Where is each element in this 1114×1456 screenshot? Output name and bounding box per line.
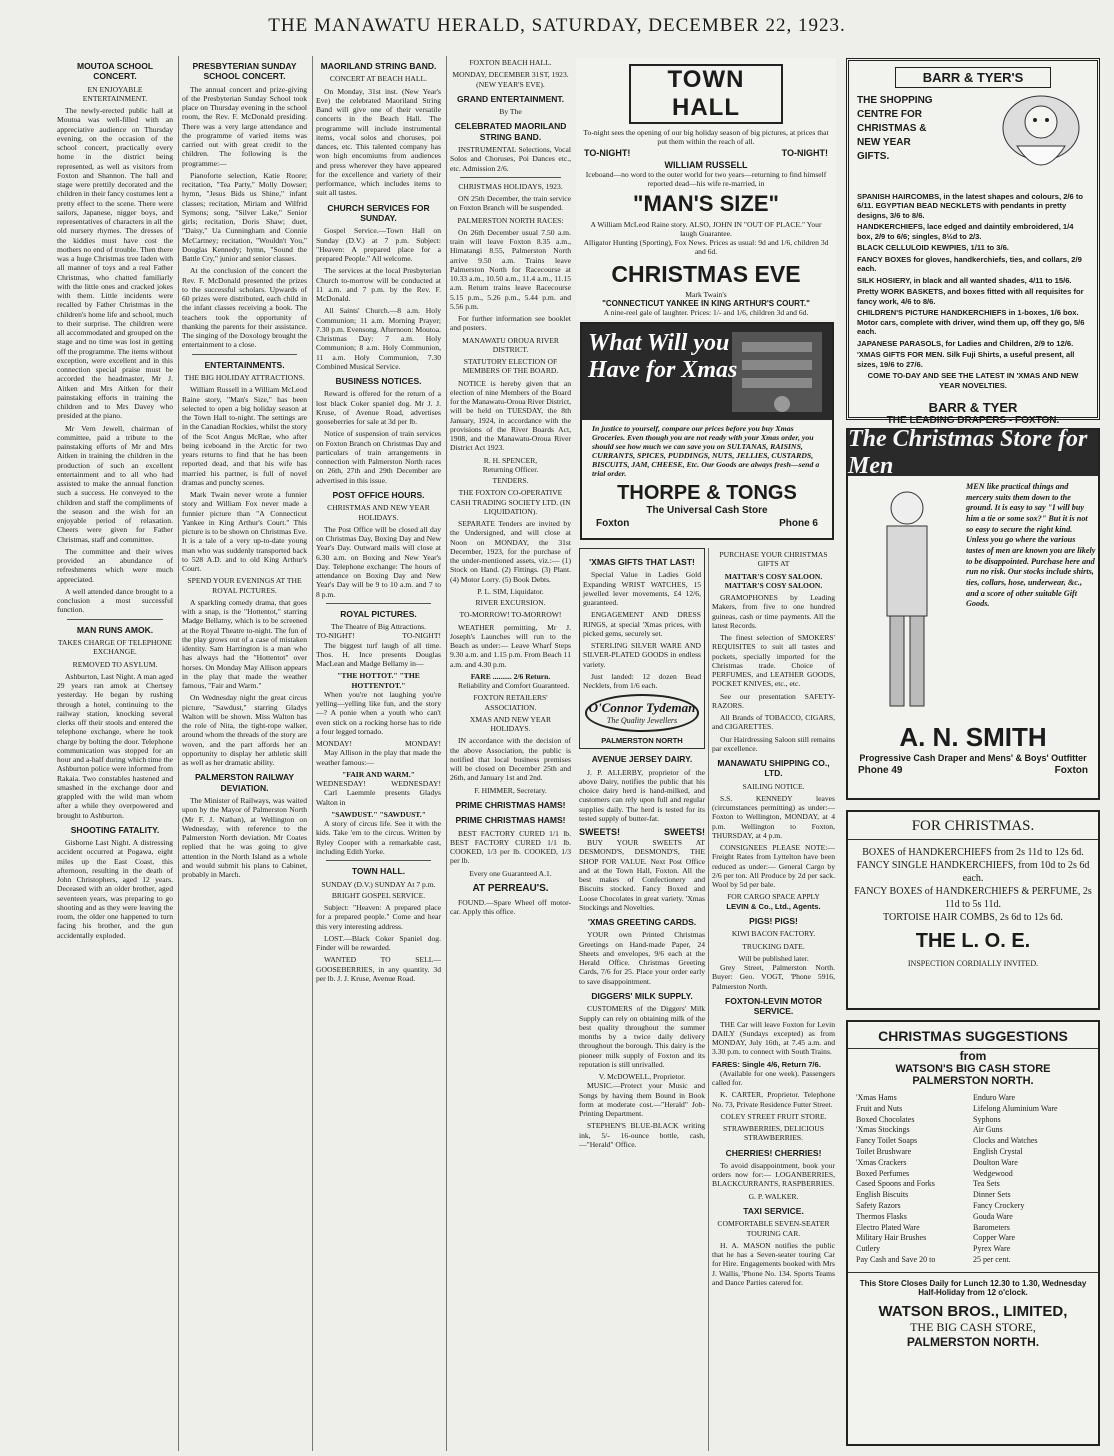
watson-item: Wedgewood [973, 1168, 1013, 1178]
business-para-2: Notice of suspension of train services on Foxton Branch on Christmas Day and particulars of train arrangements in connection with Palmerston North races on 26th, 27th and 29th December are advertised in this issue. [316, 429, 441, 485]
barr-item: COME TO-DAY AND SEE THE LATEST IN 'XMAS AND NEW YEAR NOVELTIES. [867, 371, 1079, 390]
post-office-heading: POST OFFICE HOURS. [332, 489, 425, 500]
diggers-para: CUSTOMERS of the Diggers' Milk Supply can rely on obtaining milk of the best quality throughout the summer months by a twice daily delivery throughout the borough. This dairy is the pioneer milk supply of Foxton and its reputation is still unrivalled. [579, 1004, 705, 1069]
tenders-heading: TENDERS. [492, 476, 529, 486]
retailers-heading: FOXTON RETAILERS' ASSOCIATION. [473, 693, 548, 712]
post-office-subheading: CHRISTMAS AND NEW YEAR HOLIDAYS. [327, 503, 430, 522]
loe-heading: FOR CHRISTMAS. [848, 818, 1098, 840]
thorpe-town: Foxton [596, 518, 630, 529]
watson-item: Enduro Ware [973, 1093, 1016, 1102]
xmas-holidays-para: ON 25th December, the train service on Foxton Branch will be suspended. [450, 194, 571, 213]
watson-item: English Biscuits [856, 1190, 909, 1200]
thorpe-phone: Phone 6 [779, 518, 818, 529]
amok-subheading: TAKES CHARGE OF TELEPHONE EXCHANGE. [57, 638, 173, 657]
trucking-note: Will be published later. [738, 953, 809, 963]
beach-hall-para: INSTRUMENTAL Selections, Vocal Solos and Choruses, Poi Dances etc., etc. Admission 2/6. [450, 145, 571, 173]
watson-item: Fancy Toilet Soaps [856, 1136, 918, 1146]
excursion-heading: RIVER EXCURSION. [475, 598, 546, 608]
xmas-holidays-heading: CHRISTMAS HOLIDAYS, 1923. [458, 181, 563, 191]
watson-ad [846, 1020, 1100, 1446]
gospel-subheading: BRIGHT GOSPEL SERVICE. [331, 890, 426, 900]
town-hall-heading: TOWN HALL. [351, 866, 406, 877]
watson-list-left [856, 1093, 973, 1266]
excursion-para: WEATHER permitting, Mr J. Joseph's Launches will run to the Beach as under:— Leave Wharf Steps 9.30 a.m. and 1.15 p.m. From Beach 11 a.m. and 4.30 p.m. [450, 622, 571, 669]
moutoa-subheading: EN ENJOYABLE ENTERTAINMENT. [82, 84, 148, 103]
fair-warm-title: "FAIR AND WARM." [342, 769, 415, 779]
amok-subheading-2: REMOVED TO ASYLUM. [72, 659, 158, 669]
divider [460, 177, 561, 178]
wanted-notice: WANTED TO SELL—GOOSEBERRIES, in any quantity. 3d per lb. J. J. Kruse, Avenue Road. [316, 955, 441, 983]
gifts-line: GIFTS. [857, 151, 890, 162]
sim-signature: P. L. SIM, Liquidator. [477, 586, 544, 596]
loe-line-2: FANCY SINGLE HANDKERCHIEFS, from 10d to 2s 6d each. [856, 860, 1090, 884]
mattar-para-2: The finest selection of SMOKERS' REQUISITES to suit all tastes and pockets, specially imported for the Christmas trade. Choice of PERFUMES, and LEATHER GOODS, POCKET KNIVES, etc., etc. [712, 633, 835, 689]
loe-line-3: FANCY BOXES of HANDKERCHIEFS & PERFUME, 2s 11d to 5s 11d. [854, 886, 1092, 910]
business-para-1: Reward is offered for the return of a lost black Coker spaniel dog. Mr J. J. Kruse, of Avenue Road, advertises gooseberries for sale at 3d per lb. [316, 389, 441, 427]
tonight-label: TO-NIGHT! [316, 631, 355, 641]
wednesday-label: WEDNESDAY! [391, 779, 441, 789]
thorpe-tongs-ad [580, 322, 834, 540]
watson-item: Doulton Ware [973, 1157, 1018, 1167]
smith-subtitle: Progressive Cash Draper and Mens' & Boys' Outfitter [859, 753, 1087, 763]
tonight-label: TO-NIGHT! [584, 148, 631, 158]
church-para-1: Gospel Service.—Town Hall on Sunday (D.V.) at 7 p.m. Subject: "Heaven: A prepared place for a prepared People." All welcome. [316, 226, 441, 264]
perreau-label: AT PERREAU'S. [472, 882, 549, 894]
excursion-reliability: Reliability and Comfort Guaranteed. [458, 681, 570, 691]
smith-body: MEN like practical things and mercery suits them down to the ground. It is easy to say "I will buy him a tie or some sox?" But it is not so easy to secure the right kind. Unless you go where the various tastes of men are known you are likely to be disappointed. Purchase here and run no risk. Our stocks include shirts, ties, collars, hose, underwear, &c., and a score of other suitable Gift Goods. [966, 482, 1096, 609]
entertainments-heading: ENTERTAINMENTS. [204, 359, 285, 370]
watson-item: English Crystal [973, 1146, 1023, 1156]
hams-heading: PRIME CHRISTMAS HAMS! [455, 799, 566, 810]
town-hall-desc-4: A nine-reel gale of laughter. Prices: 1/- and 1/6, children 3d and 6d. [603, 308, 809, 317]
watson-name: WATSON BROS., LIMITED, [878, 1302, 1068, 1320]
christmas-eve-title: CHRISTMAS EVE [611, 261, 801, 287]
royal-pictures-para-3: May Allison in the play that made the weather famous:— [316, 748, 441, 767]
strawberries-heading: STRAWBERRIES, DELICIOUS STRAWBERRIES. [722, 1124, 825, 1143]
shipping-para-1: S.S. KENNEDY leaves (circumstances permitting) as under:— Foxton to Wellington, MONDAY, at 4 p.m. Wellington to Foxton, THURSDAY, at 4 p.m. [712, 793, 835, 840]
smith-ad [846, 428, 1100, 800]
shopping-line: THE SHOPPING [857, 95, 933, 106]
kiwi-bacon: KIWI BACON FACTORY. [731, 929, 816, 939]
string-band-heading: CELEBRATED MAORILAND STRING BAND. [454, 121, 567, 142]
watson-item: Fancy Crockery [973, 1200, 1025, 1210]
coley-para: To avoid disappointment, book your orders now for:— LOGANBERRIES, BLACKCURRANTS, RASPBERRIES. [712, 1160, 835, 1189]
watson-item: Gouda Ware [973, 1211, 1013, 1221]
town-hall-title: TOWN HALL [629, 64, 783, 124]
xmas-gifts-para-3: STERLING SILVER WARE AND SILVER-PLATED GOODS in endless variety. [583, 641, 701, 669]
barr-item: SPANISH HAIRCOMBS, in the latest shapes and colours, 2/6 to 6/11. EGYPTIAN BEAD NECKLETS with pendants in pretty designs, 3/6 to 8/6. [857, 192, 1084, 220]
royal-pictures-subheading: The Theatre of Big Attractions. [331, 622, 426, 632]
smith-name: A. N. SMITH [899, 722, 1047, 752]
sweets-label: SWEETS! [663, 827, 705, 838]
santa-claus-icon [991, 88, 1091, 184]
shipping-heading: MANAWATU SHIPPING CO., LTD. [717, 758, 830, 779]
thorpe-body: In justice to yourself, compare our prices before you buy Xmas Groceries. Even though you are not ready with your Xmas order, you should see how much we can save you on SULTANAS, RAISINS, CURRANTS, SPICES, PUDDINGS, NUTS, JELLIES, CUSTARDS, BISCUITS, JAM, CHEESE, Etc. Our Goods are always fresh—send a trial order. [592, 424, 820, 478]
monday-label: MONDAY! [404, 739, 441, 749]
barr-item: JAPANESE PARASOLS, for Ladies and Children, 2/9 to 12/6. [857, 338, 1074, 348]
gentleman-illustration-icon [852, 480, 962, 720]
tonight-label: TO-NIGHT! [781, 148, 828, 158]
watson-item: Copper Ware [973, 1233, 1016, 1243]
moutoa-heading: MOUTOA SCHOOL CONCERT. [76, 61, 154, 82]
greetings-heading: 'XMAS GREETING CARDS. [587, 917, 697, 928]
by-the-label: By The [499, 107, 522, 117]
loe-name: THE L. O. E. [915, 930, 1031, 952]
barr-tyer-header [849, 94, 1097, 190]
barr-item: HANDKERCHIEFS, lace edged and daintily embroidered, 1/4 box, 2/9 to 6/6; singles, 8½d to 2/3. [857, 222, 1074, 241]
thorpe-headline: What Will you Have for Xmas [588, 330, 738, 383]
mattar-para-4: All Brands of TOBACCO, CIGARS, and CIGARETTES. [712, 713, 835, 732]
presbyterian-heading: PRESBYTERIAN SUNDAY SCHOOL CONCERT. [192, 61, 297, 82]
retailers-subheading: XMAS AND NEW YEAR HOLIDAYS. [469, 714, 552, 734]
music-notice: MUSIC.—Protect your Music and Songs by having them Bound in Book form at moderate cost.—"Herald" Job-Printing Department. [579, 1081, 705, 1119]
diggers-heading: DIGGERS' MILK SUPPLY. [591, 990, 693, 1001]
star-name: WILLIAM RUSSELL [664, 160, 748, 170]
shooting-heading: SHOOTING FATALITY. [70, 824, 160, 835]
royal-para-1: A sparkling comedy drama, that goes with a snap, is the "Hottentot," starring Madge Bellamy, which is to be screened at the Royal Theatre to-night. The fun of the play grows out of a case of mistaken identity. Sam Harrington is a man who has always had the "Hottentot" over horses. On Monday May Allison appears in the play that made the weather famous, "Fair and Warm." [182, 597, 307, 691]
walker-signature: G. P. WALKER. [748, 1191, 799, 1201]
xmas-gifts-box [579, 548, 705, 749]
maoriland-subheading: CONCERT AT BEACH HALL. [329, 74, 428, 84]
watson-heading: CHRISTMAS SUGGESTIONS [848, 1028, 1098, 1049]
watson-item: Pay Cash and Save 20 to [856, 1254, 936, 1264]
gospel-para: Subject: "Heaven: A prepared place for a prepared people." Come and hear this very interesting address. [316, 903, 441, 931]
moutoa-para-3: The committee and their wives provided an abundance of refreshments which were much appreciated. [57, 546, 173, 584]
loe-line-1: BOXES of HANDKERCHIEFS from 2s 11d to 12s 6d. [862, 847, 1084, 858]
motor-service-heading: FOXTON-LEVIN MOTOR SERVICE. [725, 995, 822, 1017]
watson-item: 'Xmas Crackers [856, 1157, 907, 1167]
divider [326, 860, 431, 861]
watson-item: Thermos Flasks [856, 1211, 907, 1221]
royal-pictures-para-5: A story of circus life. See it with the kids. Take 'em to the circus. Written by Ryley Cooper with a remarkable cast, including Edith Yorke. [316, 819, 441, 856]
amok-para: Ashburton, Last Night. A man aged 29 years ran amok at Chertsey yesterday. He began by rushing through a hotel, continuing to the railway station, knocking several clerks off their stools and entered the telephone exchange, where he took charge by bolting the door. Telephone communication was stopped for an hour and a-half during which time the Ashburton police were informed from Rakaia. Two constables hastened and smashed in the exchange door and grappled with the wild man whom after a while they overpowered and brought to Ashburton. [57, 671, 173, 820]
maoriland-para: On Monday, 31st inst. (New Year's Eve) the celebrated Maoriland String Band will give one of their versatile concerts in the Beach Hall. The programme will include instrumental items, vocal solos and choruses, poi dances, etc. This talented company has won high encomiums from audiences and press wherever they have appeared for the excellence and variety of their performance, which includes items to suit all tastes. [316, 86, 441, 198]
motor-service-para: THE Car will leave Foxton for Levin DAILY (Sundays excepted) as from MONDAY, July 16th, at 7.45 a.m. and 3.30 p.m. to connect with South Trains. [712, 1019, 835, 1057]
motor-service-note: (Available for one week). Passengers called for. [712, 1068, 835, 1088]
greetings-para: YOUR own Printed Christmas Greetings on Hand-made Paper, 24 Sheets and envelopes, 9/6 each at the Herald Office. Christmas Greeting Cards, 7/6 for 25. Place your order early to save disappointment. [579, 930, 705, 986]
royal-subheading: SPEND YOUR EVENINGS AT THE ROYAL PICTURES. [187, 576, 302, 595]
hams-heading-2: PRIME CHRISTMAS HAMS! [455, 815, 566, 826]
sunday-label: SUNDAY (D.V.) SUNDAY At 7 p.m. [321, 879, 436, 889]
himmer-signature: F. HIMMER, Secretary. [474, 785, 547, 795]
smith-town: Foxton [1054, 765, 1088, 776]
barr-item: SILK HOSIERY, in black and all wanted shades, 4/11 to 15/6. [857, 275, 1072, 285]
business-heading: BUSINESS NOTICES. [335, 376, 422, 387]
pigs-heading: PIGS! PIGS! [749, 915, 798, 926]
film-title: "MAN'S SIZE" [633, 191, 779, 216]
taxi-heading: TAXI SERVICE. [743, 1205, 804, 1216]
touring-car-heading: COMFORTABLE SEVEN-SEATER TOURING CAR. [717, 1219, 830, 1238]
watson-town: PALMERSTON NORTH. [912, 1075, 1034, 1087]
watson-list-right [973, 1093, 1090, 1266]
divider [192, 354, 297, 355]
post-office-para: The Post Office will be closed all day on Christmas Day, Boxing Day and New Year's Day. Outward mails will close at 6.30 a.m. on Boxing and New Year's Day. Telephone exchange: The hours of attendance on Boxing Day and New Year's Day will be 9 to 10 a.m. and 7 to 8 p.m. [316, 524, 441, 599]
diggers-signature: V. McDOWELL, Proprietor. [598, 1072, 686, 1082]
royal-pictures-para-4: Carl Laemmle presents Gladys Walton in [316, 788, 441, 807]
watson-item: Boxed Chocolates [856, 1114, 915, 1124]
tenders-para: SEPARATE Tenders are invited by the Undersigned, and will close at Noon on MONDAY, the 31st December, 1923, for the purchase of the under-mentioned assets, viz.:— (1) Stock on Hand. (2) Fittings. (3) Plant. (4) Motor Lorry. (5) Book Debts. [450, 519, 571, 584]
tydeman-logo [585, 694, 699, 732]
watson-from: from [959, 1049, 987, 1063]
avenue-para: J. P. ALLERBY, proprietor of the above Dairy, notifies the public that his choice dairy herd is hand-milked, and customers can rely upon full and regular supplies daily. The herd is tested for its tested supply of butter-fat. [579, 767, 705, 823]
new-year-line: NEW YEAR [857, 137, 911, 148]
river-district-subheading: STATUTORY ELECTION OF MEMBERS OF THE BOARD. [462, 357, 559, 376]
thorpe-name: THORPE & TONGS [617, 482, 797, 504]
tydeman-subtitle: The Quality Jewellers [606, 716, 678, 726]
races-info: For further information see booklet and posters. [450, 314, 571, 333]
town-hall-desc-3: Alligator Hunting (Sporting), Fox News. Prices as usual: 9d and 1/6, children 3d and 6d. [583, 238, 829, 256]
watson-name-3: PALMERSTON NORTH. [906, 1334, 1040, 1349]
watson-item: 'Xmas Hams [856, 1093, 897, 1102]
levin-agents: LEVIN & Co., Ltd., Agents. [726, 901, 821, 911]
retailers-para: IN accordance with the decision of the above Association, the public is notified that local business premises will be closed on December 25th and 26th, and January 1st and 2nd. [450, 736, 571, 783]
presbyterian-para-1: The annual concert and prize-giving of the Presbyterian Sunday School took place on Thursday evening in the school room, the Rev. F. McDonald presiding. There was a very large attendance and the programme of varied items was carried out with great credit to the children. The following is the programme:— [182, 84, 307, 168]
royal-pictures-heading: ROYAL PICTURES. [340, 608, 417, 619]
watson-item: 25 per cent. [973, 1254, 1011, 1264]
fare-line: FARE .......... 2/6 Return. [470, 671, 551, 681]
watson-item: Clocks and Watches [973, 1136, 1038, 1146]
cargo-label: FOR CARGO SPACE APPLY [727, 892, 820, 902]
hams-guarantee: Every one Guaranteed A.1. [469, 868, 552, 878]
railway-para: The Minister of Railways, was waited upon by the Mayor of Palmerston North (Mr F. J. Nathan), at Wellington on Wednesday, with reference to the Palmerston North deviation. Mr Coates replied that he was going to give attention in the North Island as a whole and would submit his plans to Cabinet, probably in March. [182, 796, 307, 880]
maoriland-heading: MAORILAND STRING BAND. [320, 61, 437, 71]
wednesday-label: WEDNESDAY! [316, 779, 366, 789]
watson-item: Lifelong Aluminium Ware [973, 1103, 1058, 1113]
fares-line: FARES: Single 4/6, Return 7/6. [712, 1059, 821, 1069]
watson-item: Dinner Sets [973, 1190, 1011, 1200]
mattar-para-5: Our Hairdressing Saloon still remains par excellence. [712, 734, 835, 753]
town-hall-desc-2: A William McLeod Raine story. ALSO, JOHN IN "OUT OF PLACE." Your laugh Guarantee. [590, 220, 822, 238]
trucking-date: TRUCKING DATE. [742, 941, 805, 951]
excursion-subheading: TO-MORROW! TO-MORROW! [459, 610, 562, 620]
races-para: On 26th December usual 7.50 a.m. train will leave Foxton 8.35 a.m., Himatangi 8.55, Palmerston North arrive 9.50 a.m. Trains leave Palmerston North for Racecourse at 10.33 a.m., 10.50 a.m., 11.4 a.m., 11.15 a.m. Return trains leave Racecourse 5.15 p.m., 5.26 p.m., 5.44 p.m. and 5.56 p.m. [450, 227, 571, 311]
river-district-para: NOTICE is hereby given that an election of nine Members of the Board for the Manawatu-Oroua River District, will be held on TUESDAY, the 8th January, 1924, in accordance with the provisions of the River Boards Act, 1908, and the Manawatu-Oroua River District Act 1923. [450, 378, 571, 453]
grand-entertainment-heading: GRAND ENTERTAINMENT. [456, 93, 565, 104]
column-5a [576, 548, 708, 1451]
watson-name-2: THE BIG CASH STORE, [910, 1319, 1036, 1334]
loe-line-4: TORTOISE HAIR COMBS, 2s 6d to 12s 6d. [883, 912, 1063, 923]
thorpe-subtitle: The Universal Cash Store [646, 505, 768, 516]
barr-tyer-title: BARR & TYER'S [895, 67, 1051, 88]
entertainments-para-1: William Russell in a William McLeod Raine story, "Man's Size," has been selected to open a big holiday season at the Town Hall to-night. The settings are in the Canadian Rockies, whilst the story of the Scot Angus McRae, who after being iceboand in the Arctic for two years returns to find that he has been reported dead, and that his wife has married his partner, is full of novel dramas and punchy scenes. [182, 385, 307, 487]
sweets-para: BUY YOUR SWEETS AT DESMOND'S, DESMOND'S, THE SHOP FOR VALUE. Next Post Office and at the Town Hall, Foxton. All the best makes of Confectionery and Biscuits stocked. Fancy Boxed and Loose Chocolates in great variety. 'Xmas Stockings and Novelties. [579, 838, 705, 912]
barr-tyer-footer: BARR & TYER [928, 400, 1018, 416]
xmas-gifts-heading: 'XMAS GIFTS THAT LAST! [589, 557, 695, 567]
spencer-role: Returning Officer. [482, 464, 539, 474]
barr-tyer-ad [846, 58, 1100, 427]
column-2 [178, 56, 310, 1451]
hottentot-title: "THE HOTTOT." "THE HOTTENTOT." [337, 671, 420, 690]
barr-tyer-tagline: THE LEADING DRAPERS - FOXTON. [886, 415, 1060, 427]
smith-phone: Phone 49 [858, 765, 903, 776]
royal-pictures-para-2: When you're not laughing you're yelling—yelling like fun, and the story—? A ponie when a youth who can't even stick on a rocking horse has to ride a four legged tornado. [316, 689, 441, 736]
ink-notice: STEPHEN'S BLUE-BLACK writing ink, 5/- 16-ounce bottle, cash, —"Herald" Office. [579, 1121, 705, 1149]
barr-item: 'XMAS GIFTS FOR MEN. Silk Fuji Shirts, a useful present, all sizes, 19/6 to 27/6. [857, 350, 1075, 369]
shipping-para-2: CONSIGNEES PLEASE NOTE:— Freight Rates from Lyttelton have been reduced as under:— General Cargo by 2/6 per ton. All Produce by 2d per sack. Wool by 5d per bale. [712, 843, 835, 890]
christmas-line: CHRISTMAS & [857, 123, 927, 134]
watson-item: Boxed Perfumes [856, 1168, 910, 1178]
watson-store: WATSON'S BIG CASH STORE [895, 1063, 1051, 1075]
watson-item: Syphons [973, 1114, 1001, 1124]
watson-item: Cased Spoons and Forks [856, 1179, 935, 1189]
church-para-2: The services at the local Presbyterian Church to-morrow will be conducted at 11 a.m. and 7 p.m. by the Rev. F. McDonald. [316, 266, 441, 304]
river-district-heading: MANAWATU OROUA RIVER DISTRICT. [462, 335, 559, 354]
church-heading: CHURCH SERVICES FOR SUNDAY. [327, 202, 430, 223]
centre-line: CENTRE FOR [857, 109, 922, 120]
railway-heading: PALMERSTON RAILWAY DEVIATION. [194, 772, 295, 793]
hams-para: BEST FACTORY CURED 1/1 lb. BEST FACTORY CURED 1/1 lb. COOKED, 1/3 per lb. COOKED, 1/3 per lb. [450, 828, 571, 866]
moutoa-para-2: Mr Vern Jewell, chairman of committee, paid a tribute to the painstaking efforts of Mr and Mrs Aitken in training the children in the production of such an excellent entertainment and to all who had assisted to make the annual function such a success. He conveyed to the children and staff the compliments of the season and the wish for an enjoyable period of relaxation. Cheers were given for Father Christmas, staff and committee. [57, 423, 173, 544]
masthead: THE MANAWATU HERALD, SATURDAY, DECEMBER 22, 1923. [268, 15, 846, 36]
barr-item: BLACK CELLULOID KEWPIES, 1/11 to 3/6. [857, 243, 1009, 253]
monday-label: MONDAY! [316, 739, 353, 749]
sawdust-title: "SAWDUST." "SAWDUST." [331, 809, 426, 819]
presbyterian-para-3: At the conclusion of the concert the Rev. F. McDonald presented the prizes to the successful scholars. Upwards of 60 prizes were distributed, each child in the infant classes receiving a book. The teachers took the opportunity of thanking the parents for their assistance. The singing of the Doxology brought the entertainment to a close. [182, 266, 307, 350]
mattar-heading: PURCHASE YOUR CHRISTMAS GIFTS AT [719, 550, 828, 569]
xmas-gifts-para-2: ENGAGEMENT AND DRESS RINGS, at special 'Xmas prices, with picked gems, securely set. [583, 610, 701, 638]
spencer-signature: R. H. SPENCER, [483, 455, 538, 465]
column-5b [708, 548, 838, 1451]
loe-ad [846, 810, 1100, 1010]
loe-footer: INSPECTION CORDIALLY INVITED. [907, 959, 1039, 968]
town-hall-desc: Iceboand—no word to the outer world for two years—returning to find himself reported dead—his wife re-married, in [585, 170, 827, 188]
column-3 [312, 56, 444, 1451]
sweets-label: SWEETS! [579, 827, 621, 838]
mattar-para-3: See our presentation SAFETY-RAZORS. [712, 691, 835, 710]
taxi-para: H. A. MASON notifies the public that he has a Seven-seater touring Car for Hire. Engagements booked with Mrs J. Wallis, 'Phone No. 134. Sports Teams and Dance Parties catered for. [712, 1240, 835, 1287]
found-notice: FOUND.—Spare Wheel off motor-car. Apply this office. [450, 897, 571, 917]
yankee-title: "CONNECTICUT YANKEE IN KING ARTHUR'S COURT." [602, 299, 810, 308]
watson-item: Safety Razors [856, 1200, 901, 1210]
column-1 [54, 56, 176, 1451]
watson-item: Tea Sets [973, 1179, 1000, 1189]
watson-item: Fruit and Nuts [856, 1103, 903, 1113]
pigs-para: Grey Street, Palmerston North. Buyer: Geo. VOGT, 'Phone 5916, Palmerston North. [712, 963, 835, 991]
tydeman-town: PALMERSTON NORTH [601, 735, 683, 745]
lost-notice: LOST.—Black Coker Spaniel dog. Finder will be rewarded. [316, 933, 441, 953]
twain-label: Mark Twain's [685, 290, 727, 299]
barr-item: FANCY BOXES for gloves, handkerchiefs, ties, and collars, 2/9 each. [857, 254, 1082, 274]
barr-item: CHILDREN'S PICTURE HANDKERCHIEFS in 1-boxes, 1/6 box. Motor cars, complete with driver, wind them up, off they go, 5/6 each. [857, 308, 1085, 337]
watson-item: Military Hair Brushes [856, 1233, 927, 1243]
sailing-subheading: SAILING NOTICE. [742, 781, 805, 791]
carter-signature: K. CARTER, Proprietor. Telephone No. 73, Private Residence Futter Street. [712, 1090, 835, 1109]
tenders-subheading: THE FOXTON CO-OPERATIVE CASH TRADING SOCIETY LTD. (IN LIQUIDATION). [450, 488, 571, 516]
barr-item: Pretty WORK BASKETS, and boxes fitted with all requisites for fancy work, 4/6 to 8/6. [857, 287, 1084, 306]
watson-item: Air Guns [973, 1125, 1003, 1135]
town-hall-ad [576, 58, 836, 320]
watson-item: 'Xmas Stockings [856, 1125, 910, 1135]
barr-tyer-items [849, 190, 1097, 394]
entertainments-subheading: THE BIG HOLIDAY ATTRACTIONS. [184, 373, 305, 383]
smith-banner: The Christmas Store for Men [848, 430, 1098, 476]
divider [67, 619, 163, 620]
coley-heading: COLEY STREET FRUIT STORE. [720, 1111, 827, 1121]
church-para-3: All Saints' Church.—8 a.m. Holy Communion; 11 a.m. Morning Prayer; 7.30 p.m. Evensong. Afternoon: Moutoa. Christmas Day: 7 a.m. Holy Communion; 8 a.m. Holy Communion, 11 a.m. Holy Communion, 7.30 Combined Musical Service. [316, 306, 441, 371]
beach-hall-date: MONDAY, DECEMBER 31ST, 1923. (NEW YEAR'S EVE). [452, 70, 569, 89]
watson-item: Cutlery [856, 1244, 880, 1254]
races-heading: PALMERSTON NORTH RACES: [457, 215, 564, 225]
moutoa-para-4: A well attended dance brought to a conclusion a most successful function. [57, 586, 173, 615]
entertainments-para-2: Mark Twain never wrote a funnier story and William Fox never made a funnier picture than "A Connecticut Yankee in King Arthur's Court." This picture is to be shown on Christmas Eve. It is a tale of a very up-to-date young man who was suddenly transported back to 528 A.D. and to old King Arthur's Court. [182, 490, 307, 574]
royal-para-2: On Wednesday night the great circus picture, "Sawdust," starring Gladys Walton will be shown. Miss Walton has the role of Nita, the tight-rope walker, around whom the threads of the story are woven, and the part affords her an opportunity to display her athletic skill as well as her dramatic ability. [182, 693, 307, 768]
mattar-name: MATTAR'S COSY SALOON. MATTAR'S COSY SALOON. [724, 571, 823, 590]
xmas-gifts-para-1: Special Value in Ladies Gold Expanding WRIST WATCHES, 15 jewelled lever movements, £4 12/6, guaranteed. [583, 570, 701, 608]
royal-pictures-para-1: The biggest turf laugh of all time. Thos. H. Ince presents Douglas MacLean and Madge Bellamy in— [316, 640, 441, 669]
presbyterian-para-2: Pianoforte selection, Katie Roore; recitation, "Tea Party," Molly Dowser; hymn, "Jesus Bids us Shine," infant classes; recitation, Miriam and Wilfrid Symons; song, "Silver Lake," Senior girls; recitation, Doris Shaw; duet, "Daisy," Ua Cunningham and Connie McCartney; recitation, "Wouldn't You," Douglas Kennedy; hymn, "Sound the Battle Cry," junior and senior classes. [182, 170, 307, 264]
tonight-label: TO-NIGHT! [402, 631, 441, 641]
beach-hall-heading: FOXTON BEACH HALL. [469, 58, 552, 67]
divider [326, 603, 431, 604]
cherries-heading: CHERRIES! CHERRIES! [725, 1147, 822, 1158]
watson-item: Pyrex Ware [973, 1244, 1011, 1254]
moutoa-para-1: The newly-erected public hall at Moutoa was well-filled with an appreciative audience on Thursday evening, on the occasion of the school concert, practically every home in the district being represented, as well as visitors from Foxton and Shannon. The hall and stage were prettily decorated and the children in their fancy costumes lent a pretty effect to the scene. There were sailors, Japanese, nigger boys, and representatives of characters in all the old nursery rhymes. The dresses of the kiddies must have cost the mothers no end of trouble. Then there was a huge Christmas tree laden with all manner of toys and a real Father Christmas, who chatted familiarly with the little ones and cracked jokes with them. Little incidents were recalled by Father Christmas in the children's home life and school, much to their surprise. The children were all accommodated and grouped on the stage and no time was lost in getting off the programme. The items without exception, were excellent and in this connection special praise must be accorded the headmaster, Mr J. Aitken and Mrs Aitken for their painstaking efforts in training the children and to Mrs Davey who presided at the piano. [57, 106, 173, 421]
watson-item: Toilet Brushware [856, 1146, 912, 1156]
shooting-para: Gisborne Last Night. A distressing accident occurred at Pogawa, eight miles up the East Coast, this afternoon, resulting in the death of John Christophers, aged 12 years. Deceased with an older brother, aged seventeen years, was preparing to go shooting and as they were leaving the room, the older one happened to turn facing his brother, and the gun accidentally exploded. [57, 838, 173, 940]
column-4 [446, 56, 574, 1451]
mattar-para-1: GRAMOPHONES by Leading Makers, from five to one hundred guineas, cash or time payments. All the latest Records. [712, 593, 835, 630]
watson-item: Electro Plated Ware [856, 1222, 920, 1232]
grocery-illustration [582, 324, 832, 420]
watson-hours: This Store Closes Daily for Lunch 12.30 to 1.30, Wednesday Half-Holiday from 12 o'clock. [848, 1272, 1098, 1303]
town-hall-intro: To-night sees the opening of our big holiday season of big pictures, at prices that put them within the reach of all. [583, 128, 829, 146]
amok-heading: MAN RUNS AMOK. [76, 624, 154, 635]
tydeman-name: O'Connor Tydeman [588, 700, 696, 716]
avenue-heading: AVENUE JERSEY DAIRY. [591, 754, 693, 765]
xmas-gifts-para-4: Just landed: 12 dozen Bead Necklets, from 1/6 each. [583, 671, 701, 691]
watson-item: Barometers [973, 1222, 1010, 1232]
